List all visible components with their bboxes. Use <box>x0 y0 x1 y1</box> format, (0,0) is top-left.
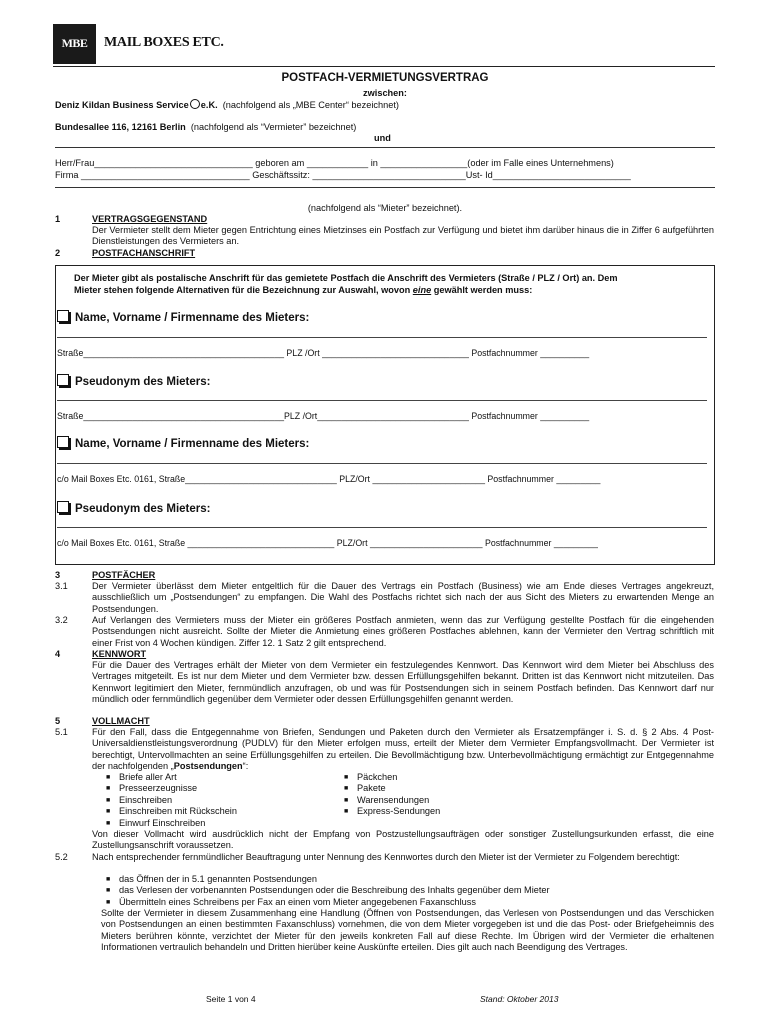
list-item: ■ Einwurf Einschreiben <box>92 818 332 829</box>
section-3-1-text: Der Vermieter überlässt dem Mieter entgeltlich für die Dauer des Vertrags ein Postfach (Business) wie am Ende dieses Vertrages angekreuzt, ausschließlich um „Postsendungen“ zu empfangen. Die Wahl des Postfachs richtet sich nach der aus Sicht des Mieters zu erwartenden Menge an Postsendungen. <box>92 581 714 614</box>
company-line <box>55 99 399 111</box>
box-intro-line1: Der Mieter gibt als postalische Anschrift für das gemietete Postfach die Anschrift des Vermieters (Straße / PLZ / Ort) an. Dem <box>74 273 618 283</box>
list-item: ■ Übermitteln eines Schreibens per Fax an einen vom Mieter angegebenen Faxanschluss <box>92 897 712 908</box>
list-item: ■ Briefe aller Art <box>92 772 332 783</box>
section-5-title: VOLLMACHT <box>92 716 150 726</box>
option-3-fields[interactable]: c/o Mail Boxes Etc. 0161, Straße_______________________________ PLZ/Ort _______________________ Postfachnummer _________ <box>57 474 601 484</box>
logo-text: MAIL BOXES ETC. <box>104 35 224 50</box>
list-item: ■ Express-Sendungen <box>330 806 570 817</box>
section-5-number: 5 <box>55 716 61 726</box>
list-postsendungen-left <box>92 772 332 829</box>
between-label: zwischen: <box>363 88 407 98</box>
box-intro-emphasis: eine <box>412 285 432 295</box>
list-item: ■ Päckchen <box>330 772 570 783</box>
option-1-blank[interactable] <box>57 337 707 338</box>
section-5-2-after: Sollte der Vermieter in diesem Zusammenhang eine Handlung (Öffnen von Postsendungen, das Verlesen von Postsendungen und das Verschicken von Postsendungen an einen bestimmten Faxanschluss) vornehmen, die von dem Mieter vorgegeben ist und die das Post- oder Briefgeheimnis des Mieters berühren könnte, verzichtet der Mieter für den jeweils konkreten Fall auf diese Rechte. Im Übrigen wird der Vermieter die erhaltenen Informationen vertraulich behandeln und Dritten hierüber keine Auskünfte erteilen. Dies gilt auch nach Beendigung des Vertrages. <box>101 908 714 953</box>
renter-line-person[interactable]: Herr/Frau_______________________________ geboren am ____________ in _________________(oder im Falle eines Unternehmens) <box>55 158 614 168</box>
option-1[interactable] <box>57 310 309 324</box>
section-3-title: POSTFÄCHER <box>92 570 156 580</box>
section-1-number: 1 <box>55 214 61 224</box>
section-3-1-number: 3.1 <box>55 581 68 591</box>
renter-note: (nachfolgend als “Mieter” bezeichnet). <box>307 203 463 213</box>
list-item: ■ Warensendungen <box>330 795 570 806</box>
option-4-blank[interactable] <box>57 527 707 528</box>
box-intro-2c: gewählt werden muss: <box>431 285 533 295</box>
renter-top-rule <box>55 147 715 148</box>
option-2-blank[interactable] <box>57 400 707 401</box>
list-item: ■ Einschreiben <box>92 795 332 806</box>
section-1-title: VERTRAGSGEGENSTAND <box>92 214 208 224</box>
section-5-1-number: 5.1 <box>55 727 68 737</box>
checkbox-icon[interactable] <box>57 436 69 448</box>
checkbox-icon[interactable] <box>57 310 69 322</box>
company-circle-icon <box>190 99 200 109</box>
section-5-1-emphasis: Postsendungen <box>173 761 243 772</box>
section-5-1-text-c: “: <box>242 761 249 772</box>
option-2-label: Pseudonym des Mieters: <box>75 376 211 388</box>
section-4-text: Für die Dauer des Vertrages erhält der Mieter von dem Vermieter ein festzulegendes Kennwort. Das Kennwort wird dem Mieter bei Abschluss des Vertrages mitgeteilt. Es ist nur dem Mieter und dem Vermieter bzw. dessen Erfüllungsgehilfen bekannt. Dritten ist das Kennwort nicht mitzuteilen. Das Kennwort legitimiert den Mieter, fernmündlich anzufragen, ob und was für Postsendungen sich in seinem Postfach befinden. Das Kennwort darf nur mündlich oder fernmündlich gegenüber dem Vermieter oder dessen Erfüllungsgehilfen genannt werden. <box>92 660 714 705</box>
section-4-title: KENNWORT <box>92 649 147 659</box>
section-5-1-text-a: Für den Fall, dass die Entgegennahme von Briefen, Sendungen und Paketen durch den Vermieter als Ersatzempfänger i. S. d. § 2 Abs. 4 Post-Universaldienstleistungsverordnung (PUDLV) für den Mieter erfolgen muss, erteilt der Mieter dem Vermieter Empfangsvollmacht. Der Vermieter ist berechtigt, Untervollmachten an seine Erfüllungsgehilfen zu erteilen. Die Bevollmächtigung bzw. Unterbevollmächtigung ermächtigt zur Entgegennahme der nachfolgenden „ <box>92 727 714 772</box>
stand-date: Stand: Oktober 2013 <box>480 994 559 1004</box>
option-3-label: Name, Vorname / Firmenname des Mieters: <box>75 438 310 450</box>
mbe-logo-mark <box>53 24 96 64</box>
logo-mark-text: MBE <box>61 36 88 51</box>
company-suffix: e.K. <box>200 100 218 110</box>
list-item: ■ Einschreiben mit Rückschein <box>92 806 332 817</box>
section-5-2-number: 5.2 <box>55 852 68 862</box>
section-4-number: 4 <box>55 649 61 659</box>
option-4[interactable] <box>57 501 210 515</box>
company-note: (nachfolgend als „MBE Center“ bezeichnet) <box>222 100 399 110</box>
header-divider <box>53 66 715 67</box>
option-3-blank[interactable] <box>57 463 707 464</box>
and-label: und <box>374 133 391 143</box>
list-item: ■ Pakete <box>330 783 570 794</box>
list-item: ■ Presseerzeugnisse <box>92 783 332 794</box>
section-5-1-after: Von dieser Vollmacht wird ausdrücklich nicht der Empfang von Postzustellungsaufträgen oder sonstiger Zustellungsurkunden erfasst, die eine Zustellungsanschrift voraussetzen. <box>92 829 714 851</box>
section-3-2-text: Auf Verlangen des Vermieters muss der Mieter ein größeres Postfach anmieten, wenn das zur Verfügung gestellte Postfach für die eingehenden Postsendungen nicht ausreicht. Sollte der Mieter die Anmietung eines größeren Postfaches ablehnen, kann der Vermieter den Vertrag schriftlich mit einer Frist von 4 Wochen kündigen. Ziffer 12. 1 Satz 2 gilt entsprechend. <box>92 615 714 648</box>
checkbox-icon[interactable] <box>57 374 69 386</box>
box-intro-line2 <box>74 285 532 296</box>
renter-line-company[interactable]: Firma _________________________________ Geschäftssitz: ______________________________Ust- Id___________________________ <box>55 170 631 180</box>
option-3[interactable] <box>57 436 309 450</box>
box-intro-2a: Mieter stehen folgende Alternativen für die Bezeichnung zur Auswahl, wovon <box>74 285 413 295</box>
address-note: (nachfolgend als “Vermieter” bezeichnet) <box>190 122 357 132</box>
option-1-label: Name, Vorname / Firmenname des Mieters: <box>75 312 310 324</box>
section-3-number: 3 <box>55 570 61 580</box>
company-address: Bundesallee 116, 12161 Berlin <box>55 122 186 132</box>
address-line <box>55 122 356 133</box>
section-5-2-text: Nach entsprechender fernmündlicher Beauftragung unter Nennung des Kennwortes durch den Mieter ist der Vermieter zu Folgendem berechtigt: <box>92 852 680 862</box>
company-name: Deniz Kildan Business Service <box>55 100 189 110</box>
section-2-number: 2 <box>55 248 61 258</box>
section-2-title: POSTFACHANSCHRIFT <box>92 248 196 258</box>
option-2-fields[interactable]: Straße_________________________________________PLZ /Ort_______________________________ Postfachnummer __________ <box>57 411 590 421</box>
list-postsendungen-right <box>330 772 570 818</box>
list-5-2 <box>92 874 712 908</box>
checkbox-icon[interactable] <box>57 501 69 513</box>
page-number: Seite 1 von 4 <box>206 994 256 1004</box>
section-5-1-text <box>92 727 714 773</box>
section-1-text: Der Vermieter stellt dem Mieter gegen Entrichtung eines Mietzinses ein Postfach zur Verfügung und bietet ihm darüber hinaus die in Ziffer 6 aufgeführten Dienstleistungen des Vermieters an. <box>92 225 714 247</box>
option-2[interactable] <box>57 374 210 388</box>
list-item: ■ das Verlesen der vorbenannten Postsendungen oder die Beschreibung des Inhalts gegenüber dem Mieter <box>92 885 712 896</box>
section-3-2-number: 3.2 <box>55 615 68 625</box>
list-item: ■ das Öffnen der in 5.1 genannten Postsendungen <box>92 874 712 885</box>
option-4-label: Pseudonym des Mieters: <box>75 503 211 515</box>
document-title: POSTFACH-VERMIETUNGSVERTRAG <box>281 72 489 84</box>
option-4-fields[interactable]: c/o Mail Boxes Etc. 0161, Straße ______________________________ PLZ/Ort _______________________ Postfachnummer _________ <box>57 538 598 548</box>
option-1-fields[interactable]: Straße_________________________________________ PLZ /Ort ______________________________ Postfachnummer __________ <box>57 348 590 358</box>
renter-bottom-rule <box>55 187 715 188</box>
